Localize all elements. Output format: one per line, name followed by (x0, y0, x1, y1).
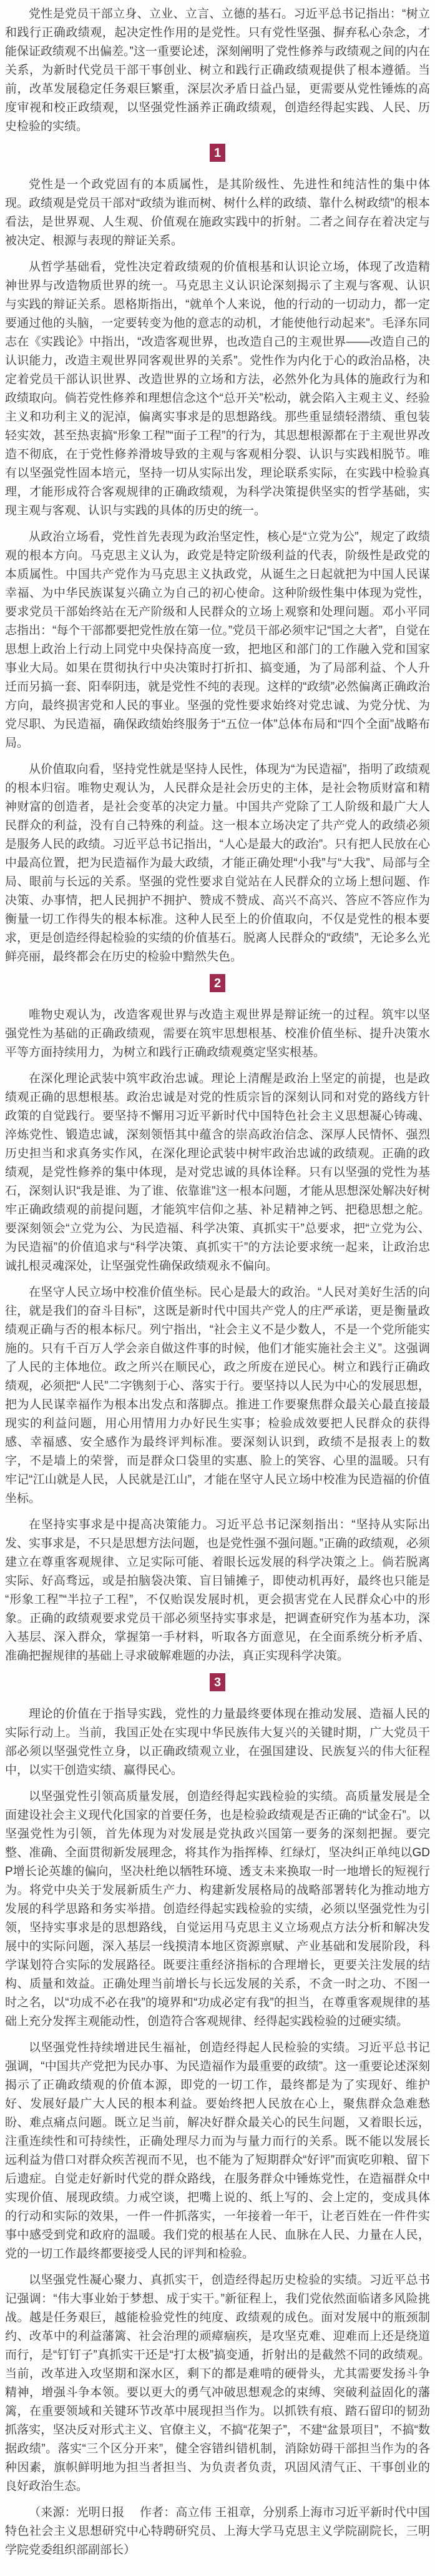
paragraph: 在坚持实事求是中提高决策能力。习近平总书记深刻指出：“坚持从实际出发、实事求是，不只是思想方法问题，也是党性强不强问题。”正确的政绩观，必须建立在尊重客观规律、立足实际可能、着眼长远发展的科学决策之上。倘若脱离实际、好高骛远，或是拍脑袋决策、盲目铺摊子，即使动机再好，最终也只能是“形象工程”“半拉子工程”，不仅贻误发展时机，更会损害党在人民群众心中的形象。正确的政绩观要求党员干部必须坚持实事求是，把调查研究作为基本功，深入基层、深入群众，掌握第一手材料，听取各方面意见，在全面系统分析矛盾、准确把握规律的基础上寻求破解难题的办法，真正实现科学决策。 (5, 1518, 430, 1663)
paragraph: 从哲学基础看，党性决定着政绩观的价值根基和认识论立场，体现了改造精神世界与改造物质世界的统一。马克思主义认识论深刻揭示了主观与客观、认识与实践的辩证关系。恩格斯指出，“就单个人来说，他的行动的一切动力，都一定要通过他的头脑，一定要转变为他的意志的动机，才能使他行动起来”。毛泽东同志在《实践论》中指出，“改造客观世界，也改造自己的主观世界——改造自己的认识能力，改造主观世界同客观世界的关系”。党性作为内化于心的政治品格，决定着党员干部认识世界、改造世界的立场和方法，必然外化为具体的施政行为和政绩取向。倘若党性修养和理想信念这个“总开关”松动，就会陷入主观主义、经验主义和功利主义的泥淖，偏离实事求是的思想路线。那些重显绩轻潜绩、重包装轻实效，甚至热衷搞“形象工程”“面子工程”的行为，其思想根源都在于主观世界改造不彻底，在于党性修养滑坡导致的主观与客观相分裂、认识与实践相脱节。唯有以坚强党性固本培元，坚持一切从实际出发，理论联系实际，在实践中检验真理，才能形成符合客观规律的正确政绩观，为科学决策提供坚实的哲学基础，实现主观与客观、认识与实践的具体的历史的统一。 (5, 261, 430, 517)
paragraph: 在坚守人民立场中校准价值坐标。民心是最大的政治。“人民对美好生活的向往，就是我们的奋斗目标”，这既是新时代中国共产党人的庄严承诺，更是衡量政绩观正确与否的根本标尺。列宁指出，“社会主义不是少数人，不是一个党所能实施的。只有千百万人学会亲自做这件事的时候，他们才能实施社会主义”。这强调了人民的主体地位。政之所兴在顺民心，政之所废在逆民心。树立和践行正确政绩观，必须把“人民”二字镌刻于心、落实于行。要坚持以人民为中心的发展思想，把为人民谋幸福作为根本出发点和落脚点。推进工作要聚焦群众最关心最直接最现实的利益问题，用心用情用力办好民生实事；检验成效要把人民群众的获得感、幸福感、安全感作为最终评判标准。要深刻认识到，政绩不是报表上的数字，不是墙上的荣誉，而是群众口袋里的实惠、脸上的笑容、心里的温暖。只有牢记“江山就是人民，人民就是江山”，才能在坚守人民立场中校准为民造福的价值坐标。 (5, 1286, 430, 1505)
paragraph: 唯物史观认为，改造客观世界与改造主观世界是辩证统一的过程。筑牢以坚强党性为基础的正确政绩观，需要在筑牢思想根基、校准价值坐标、提升决策水平等方面持续用力，为树立和践行正确政绩观奠定坚实根基。 (5, 1008, 430, 1059)
intro-paragraph: 党性是党员干部立身、立业、立言、立德的基石。习近平总书记指出：“树立和践行正确政绩观，起决定性作用的是党性。只有党性坚强、摒弃私心杂念，才能保证政绩观不出偏差。”这一重要论述，深刻阐明了党性修养与政绩观之间的内在关系，为新时代党员干部干事创业、树立和践行正确政绩观提供了根本遵循。当前，改革发展稳定任务艰巨繁重，深层次矛盾日益凸显，更需要从党性锤炼的高度审视和校正政绩观，以坚强党性涵养正确政绩观，创造经得起实践、人民、历史检验的实绩。 (5, 7, 430, 133)
paragraph: 以坚强党性持续增进民生福祉，创造经得起人民检验的实绩。习近平总书记强调，“中国共产党把为民办事、为民造福作为最重要的政绩”。这一重要论述深刻揭示了正确政绩观的价值本源，即党的一切工作，最终都是为了实现好、维护好、发展好最广大人民的根本利益。要始终把人民放在心上，聚焦群众急难愁盼、难点痛点问题。既立足当前，解决好群众最关心的民生问题，又着眼长远，注重连续性和可持续性，正确处理尽力而为与量力而行的关系。既不能以发展长远利益为借口对群众疾苦视而不见，也不能为了短期群众“好评”而寅吃卯粮、留下后遗症。自觉走好新时代党的群众路线，在服务群众中锤炼党性，在造福群众中实现价值、展现政绩。力戒空谈，把嘴上说的、纸上写的、会上定的，变成具体的行动和实际的效果，一件一件抓落实，一年接着一年干，让老百姓在一件件实事中感受到党和政府的温暖。我们党的根基在人民、血脉在人民、力量在人民，党的一切工作最终都要接受人民的评判和检验。 (5, 2041, 430, 2260)
paragraph: 以坚强党性凝心聚力、真抓实干，创造经得起历史检验的实绩。习近平总书记强调：“伟大事业始于梦想、成于实干。”新征程上，我们党依然面临诸多风险挑战。越是任务艰巨，越能检验党性的纯度、政绩观的成色。面对发展中的瓶颈制约、改革中的利益藩篱、社会治理的顽瘴痼疾，是攻坚克难、迎难而上还是绕道而行，是“钉钉子”真抓实干还是“打太极”搞变通，折射出的是截然不同的政绩观。当前，改革进入攻坚期和深水区，剩下的都是难啃的硬骨头，尤其需要发扬斗争精神，增强斗争本领。要以更大的勇气冲破思想观念的束缚、突破利益固化的藩篱，在重要领域和关键环节改革中展现担当作为。以抓铁有痕、踏石留印的韧劲抓落实，坚决反对形式主义、官僚主义，不搞“花架子”，不建“盆景项目”，不搞“数据政绩”。落实“三个区分开来”，健全容错纠错机制，消除妨碍干部担当作为的各种因素，旗帜鲜明地为担当者担当、为负责者负责，巩固风清气正、干事创业的良好政治生态。 (5, 2274, 430, 2493)
section-divider-3 (5, 1673, 430, 1691)
paragraph: 在深化理论武装中筑牢政治忠诚。理论上清醒是政治上坚定的前提，也是政绩观正确的思想根基。政治忠诚是对党的性质宗旨的深刻认同和对党的路线方针政策的自觉践行。要坚持不懈用习近平新时代中国特色社会主义思想凝心铸魂、淬炼党性、锻造忠诚，深刻领悟其中蕴含的崇高政治信念、深厚人民情怀、强烈历史担当和求真务实作风，在深化理论武装中树牢政治忠诚的政绩观。正确的政绩观，是党性修养的集中体现，是对党忠诚的具体诠释。只有以坚强的党性为基石，深刻认识“我是谁、为了谁、依靠谁”这一根本问题，才能从思想深处解决好树牢正确政绩观的前提问题，才能筑牢信仰之基、补足精神之钙、把稳思想之舵。要深刻领会“立党为公、为民造福、科学决策、真抓实干”总要求，把“立党为公、为民造福”的价值追求与“科学决策、真抓实干”的方法论要求统一起来，让政治忠诚扎根灵魂深处，让坚强党性确保政绩观永不偏向。 (5, 1072, 430, 1273)
paragraph: 党性是一个政党固有的本质属性，是其阶级性、先进性和纯洁性的集中体现。政绩观是党员干部对“政绩为谁而树、树什么样的政绩、靠什么树政绩”的根本看法，是世界观、人生观、价值观在施政实践中的折射。二者之间存在着决定与被决定、根源与表现的辩证关系。 (5, 178, 430, 247)
section-number-badge-2: 2 (210, 974, 225, 992)
paragraph: 以坚强党性引领高质量发展，创造经得起实践检验的实绩。高质量发展是全面建设社会主义现代化国家的首要任务，也是检验政绩观是否正确的“试金石”。以坚强党性为引领，首先体现为对发展是党执政兴国第一要务的深刻把握。要完整、准确、全面贯彻新发展理念，将其作为指挥棒、红绿灯，坚决纠正单纯以GDP增长论英雄的偏向，坚决杜绝以牺牲环境、透支未来换取一时一地增长的短视行为。将党中央关于发展新质生产力、构建新发展格局的战略部署转化为推动地方发展的科学思路和务实举措。创造经得起实践检验的实绩，必须以坚强党性为引领，坚持实事求是的思想路线，自觉运用马克思主义立场观点方法分析和解决发展中的实际问题，深入基层一线摸清本地区资源禀赋、产业基础和发展阶段，科学谋划符合实际的发展路径。既要注重经济指标的合理增长，更要关注发展的结构、质量和效益。正确处理当前增长与长远发展的关系，不贪一时之功、不图一时之名，以“功成不必在我”的境界和“功成必定有我”的担当，在尊重客观规律的基础上充分发挥主观能动性，创造符合客观规律、经得起实践检验的过硬实绩。 (5, 1790, 430, 2028)
source-author-footer: （来源：光明日报 作者：高立伟 王祖章，分别系上海市习近平新时代中国特色社会主义思想研究中心特聘研究员、上海大学马克思主义学院副院长，三明学院党委组织部副部长） (5, 2506, 430, 2557)
section-number-badge-3: 3 (210, 1673, 225, 1691)
section-divider-2 (5, 974, 430, 992)
paragraph: 理论的价值在于指导实践，党性的力量最终要体现在推动发展、造福人民的实际行动上。当前，我国正处在实现中华民族伟大复兴的关键时期，广大党员干部必须以坚强党性立身，以正确政绩观立业，在强国建设、民族复兴的伟大征程中，以实干创造实绩、赢得民心。 (5, 1708, 430, 1777)
paragraph: 从政治立场看，党性首先表现为政治坚定性，核心是“立党为公”，规定了政绩观的根本方向。马克思主义认为，政党是特定阶级利益的代表，阶级性是政党的本质属性。中国共产党作为马克思主义执政党，从诞生之日起就把为中国人民谋幸福、为中华民族谋复兴确立为自己的初心使命。这种阶级性集中体现为党性，要求党员干部始终站在无产阶级和人民群众的立场上观察和处理问题。邓小平同志指出：“每个干部都要把党性放在第一位。”党员干部必须牢记“国之大者”，自觉在思想上政治上行动上同党中央保持高度一致，把地区和部门的工作融入党和国家事业大局。如果在贯彻执行中央决策时打折扣、搞变通，为了局部利益、个人升迁而另搞一套、阳奉阴违，就是党性不纯的表现。这样的“政绩”必然偏离正确政治方向，最终损害党和人民的事业。坚强的党性要求始终对党忠诚、为党分忧、为党尽职、为民造福，确保政绩始终服务于“五位一体”总体布局和“四个全面”战略布局。 (5, 530, 430, 750)
section-divider-1 (5, 144, 430, 162)
section-number-badge-1: 1 (210, 144, 225, 162)
paragraph: 从价值取向看，坚持党性就是坚持人民性，体现为“为民造福”，指明了政绩观的根本归宿。唯物史观认为，人民群众是社会历史的主体，是社会物质财富和精神财富的创造者，是社会变革的决定力量。中国共产党除了工人阶级和最广大人民群众的利益，没有自己特殊的利益。这一根本立场决定了共产党人的政绩必须是服务人民的政绩。习近平总书记指出，“人心是最大的政治”。只有把人民放在心中最高位置，把为民造福作为最大政绩，才能正确处理“小我”与“大我”、局部与全局、眼前与长远的关系。坚强的党性要求自觉站在人民群众的立场上想问题、作决策、办事情，把人民拥护不拥护、赞成不赞成、高兴不高兴、答应不答应作为衡量一切工作得失的根本标准。这种人民至上的价值取向，不仅是党性的根本要求，更是创造经得起检验的实绩的价值基石。脱离人民群众的“政绩”，无论多么光鲜亮丽，最终都会在历史的检验中黯然失色。 (5, 763, 430, 963)
